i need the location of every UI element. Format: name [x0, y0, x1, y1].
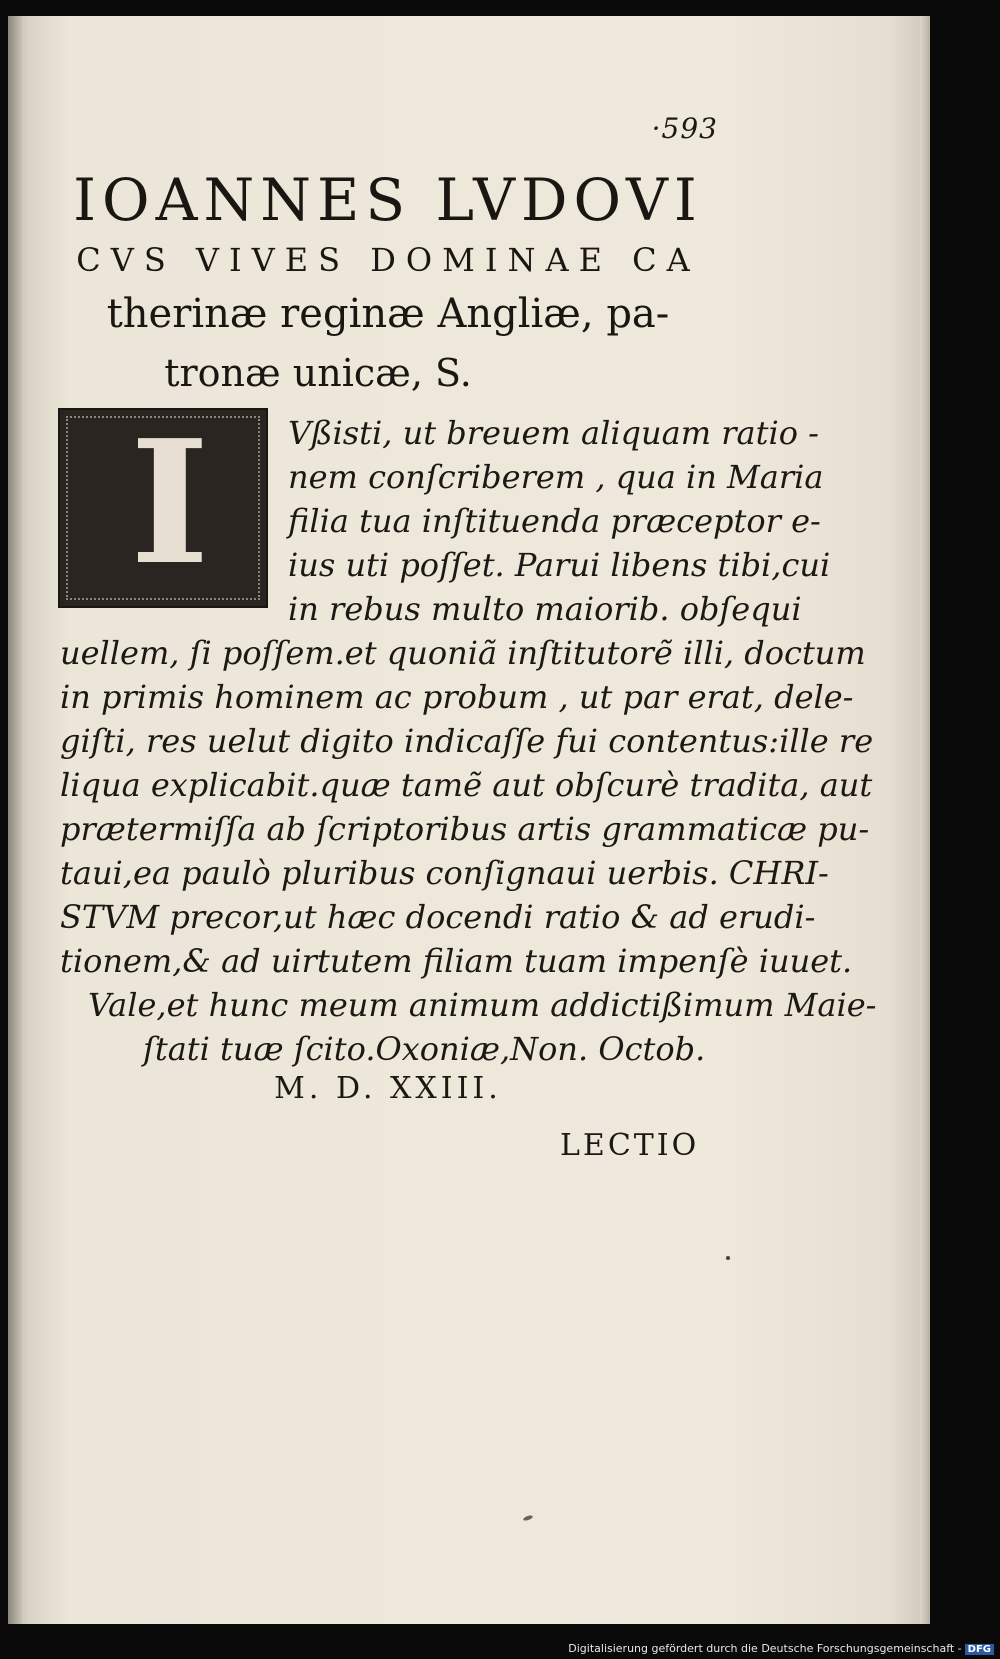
- body-line: in rebus multo maiorib. obſequi: [288, 590, 802, 628]
- body-line: liqua explicabit.quæ tamẽ aut obſcurè tradita, aut: [60, 766, 873, 804]
- credit-text: Digitalisierung gefördert durch die Deutsche Forschungsgemeinschaft -: [568, 1642, 962, 1655]
- body-line: in primis hominem ac probum , ut par erat, dele-: [60, 678, 854, 716]
- ink-spot: [523, 1514, 534, 1521]
- body-line: ſtati tuæ ſcito.Oxoniæ,Non. Octob.: [143, 1030, 706, 1068]
- body-line: ius uti poſſet. Parui libens tibi,cui: [288, 546, 831, 584]
- catchword: LECTIO: [560, 1128, 700, 1163]
- body-line: uellem, ſi poſſem.et quoniã inſtitutorẽ illi, doctum: [60, 634, 866, 672]
- body-line: Vale,et hunc meum animum addictißimum Maie-: [88, 986, 877, 1024]
- body-line: Vßisti, ut breuem aliquam ratio -: [288, 414, 819, 452]
- body-line: giſti, res uelut digito indicaſſe fui contentus:ille re: [60, 722, 874, 760]
- body-line: tionem,& ad uirtutem filiam tuam impenſè iuuet.: [60, 942, 853, 980]
- body-line: filia tua inſtituenda præceptor e-: [288, 502, 821, 540]
- dfg-logo: DFG: [965, 1644, 994, 1655]
- book-page: [8, 16, 928, 1624]
- body-line: taui,ea paulò pluribus conſignaui uerbis. CHRI-: [60, 854, 829, 892]
- decorated-initial: [58, 408, 268, 608]
- body-line: STVM precor,ut hæc docendi ratio & ad erudi-: [60, 898, 816, 936]
- page-gutter: [8, 16, 22, 1624]
- page-number: ·593: [651, 112, 718, 145]
- ink-spot: [726, 1256, 730, 1260]
- date-line: M. D. XXIII.: [274, 1071, 502, 1106]
- page-edge: [920, 16, 930, 1624]
- heading-line-4: tronæ unicæ, S.: [164, 351, 472, 395]
- digitization-credit: [568, 1642, 994, 1655]
- initial-letter: I: [130, 408, 210, 603]
- body-line: nem conſcriberem , qua in Maria: [288, 458, 824, 496]
- body-line: prætermiſſa ab ſcriptoribus artis grammaticæ pu-: [60, 810, 870, 848]
- heading-line-3: therinæ reginæ Angliæ, pa-: [106, 291, 670, 337]
- heading-line-1: IOANNES LVDOVI: [73, 166, 703, 234]
- heading-line-2: CVS VIVES DOMINAE CA: [76, 241, 700, 279]
